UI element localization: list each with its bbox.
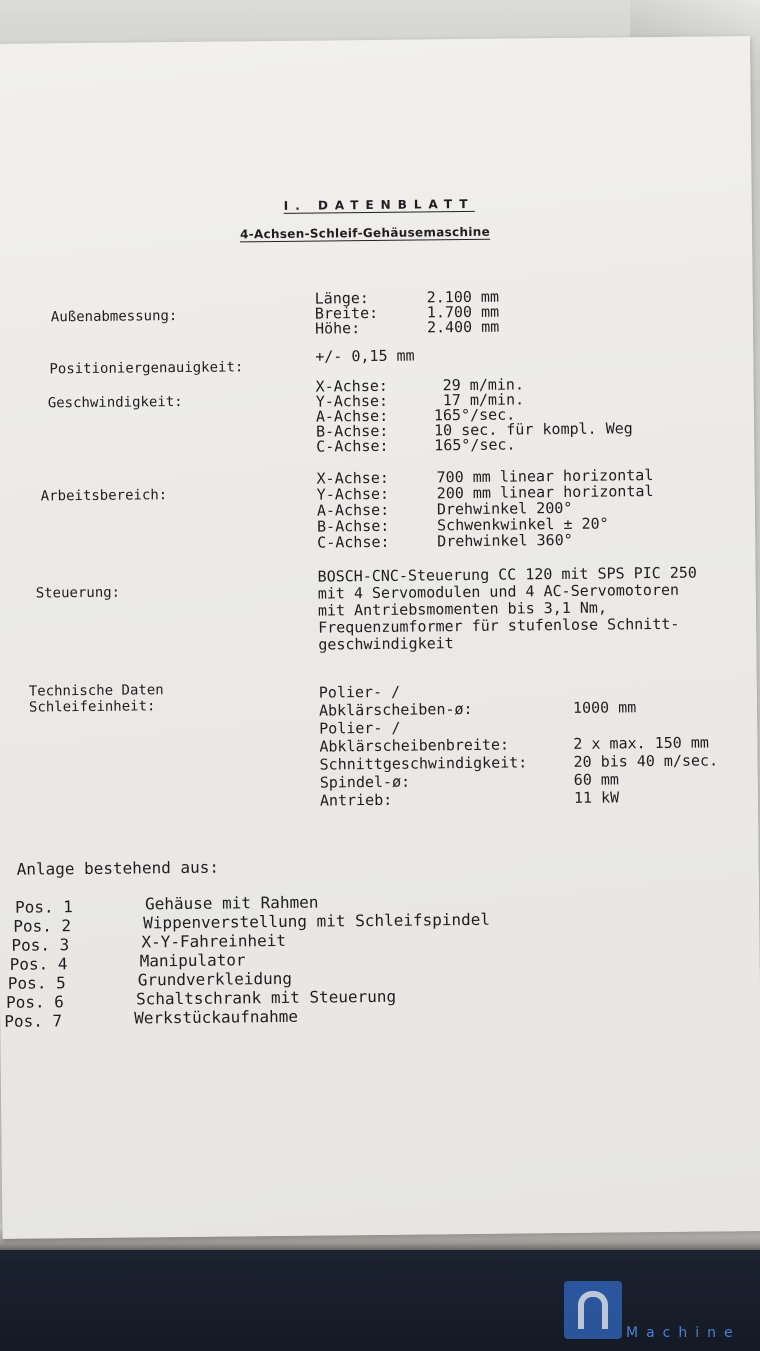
- work-val-2: Drehwinkel 200°: [436, 498, 573, 519]
- work-key-4: C-Achse:: [317, 532, 390, 552]
- grind-key-3: Abklärscheibenbreite:: [319, 735, 510, 756]
- speed-key-1: Y-Achse:: [315, 391, 389, 411]
- plant-pos-2: Pos. 2: [13, 916, 72, 936]
- work-key-2: A-Achse:: [316, 500, 390, 520]
- speed-val-4: 165°/sec.: [434, 435, 516, 455]
- grind-key-2: Polier- /: [319, 718, 401, 738]
- aussen-val-0: 2.100 mm: [426, 287, 500, 307]
- plant-pos-5: Pos. 5: [7, 973, 66, 993]
- aussen-key-2: Höhe:: [314, 319, 361, 338]
- work-key-0: X-Achse:: [316, 468, 389, 488]
- work-label: Arbeitsbereich:: [40, 487, 168, 505]
- plant-item-1: Gehäuse mit Rahmen: [144, 892, 319, 914]
- work-key-1: Y-Achse:: [316, 484, 390, 504]
- aussen-val-1: 1.700 mm: [426, 302, 500, 322]
- plant-item-3: X-Y-Fahreinheit: [141, 930, 287, 952]
- plant-pos-3: Pos. 3: [11, 935, 70, 955]
- grind-val-1: 1000 mm: [572, 698, 637, 717]
- work-val-0: 700 mm linear horizontal: [436, 466, 654, 487]
- grind-key-6: Antrieb:: [319, 790, 393, 810]
- speed-key-4: C-Achse:: [316, 436, 389, 456]
- work-val-1: 200 mm linear horizontal: [436, 482, 654, 503]
- control-line-4: geschwindigkeit: [318, 634, 454, 654]
- grind-key-0: Polier- /: [318, 682, 401, 702]
- control-line-3: Frequenzumformer für stufenlose Schnitt-: [318, 614, 680, 637]
- position-label: Positioniergenauigkeit:: [49, 359, 244, 378]
- plant-pos-4: Pos. 4: [9, 954, 68, 974]
- grind-key-5: Spindel-ø:: [319, 772, 411, 792]
- grind-val-3: 2 x max. 150 mm: [573, 733, 709, 753]
- work-val-4: Drehwinkel 360°: [437, 530, 573, 551]
- speed-key-2: A-Achse:: [315, 406, 389, 426]
- grind-val-6: 11 kW: [573, 788, 620, 807]
- speed-val-1: 17 m/min.: [433, 390, 525, 410]
- plant-pos-6: Pos. 6: [5, 992, 64, 1012]
- plant-pos-1: Pos. 1: [14, 897, 73, 917]
- control-line-0: BOSCH-CNC-Steuerung CC 120 mit SPS PIC 250: [317, 563, 697, 586]
- speed-key-0: X-Achse:: [315, 376, 388, 396]
- control-line-1: mit 4 Servomodulen und 4 AC-Servomotoren: [317, 580, 680, 603]
- speed-key-3: B-Achse:: [316, 421, 389, 441]
- page-subtitle: 4-Achsen-Schleif-Gehäusemaschine: [239, 224, 491, 242]
- aussen-key-1: Breite:: [314, 303, 379, 323]
- grind-key-4: Schnittgeschwindigkeit:: [319, 753, 528, 774]
- plant-item-7: Werkstückaufnahme: [134, 1006, 299, 1028]
- plant-item-4: Manipulator: [139, 950, 246, 971]
- logo-icon: [564, 1281, 622, 1339]
- speed-val-2: 165°/sec.: [433, 405, 516, 425]
- control-label: Steuerung:: [35, 584, 121, 602]
- aussen-val-2: 2.400 mm: [426, 317, 500, 337]
- page-title: I. DATENBLATT: [283, 196, 475, 213]
- datasheet-page: [0, 36, 760, 1239]
- speed-val-0: 29 m/min.: [433, 375, 525, 395]
- machine-watermark-logo: [564, 1281, 754, 1343]
- plant-item-5: Grundverkleidung: [137, 968, 293, 990]
- plant-pos-7: Pos. 7: [4, 1011, 63, 1031]
- grind-val-4: 20 bis 40 m/sec.: [573, 751, 719, 771]
- speed-label: Geschwindigkeit:: [47, 393, 183, 412]
- aussen-label: Außenabmessung:: [50, 308, 178, 326]
- grind-val-5: 60 mm: [573, 770, 620, 789]
- grind-label-line2: Schleifeinheit:: [28, 698, 156, 716]
- position-value: +/- 0,15 mm: [315, 346, 415, 366]
- grind-label-line1: Technische Daten: [28, 682, 164, 700]
- speed-val-3: 10 sec. für kompl. Weg: [433, 419, 633, 440]
- logo-text: Machine: [626, 1325, 741, 1341]
- work-key-3: B-Achse:: [316, 516, 390, 536]
- grind-key-1: Abklärscheiben-ø:: [318, 699, 473, 720]
- plant-heading: Anlage bestehend aus:: [16, 857, 220, 879]
- control-line-2: mit Antriebsmomenten bis 3,1 Nm,: [317, 598, 608, 620]
- work-val-3: Schwenkwinkel ± 20°: [436, 514, 609, 535]
- aussen-key-0: Länge:: [314, 289, 369, 308]
- plant-item-6: Schaltschrank mit Steuerung: [135, 986, 397, 1009]
- plant-item-2: Wippenverstellung mit Schleifspindel: [143, 909, 491, 933]
